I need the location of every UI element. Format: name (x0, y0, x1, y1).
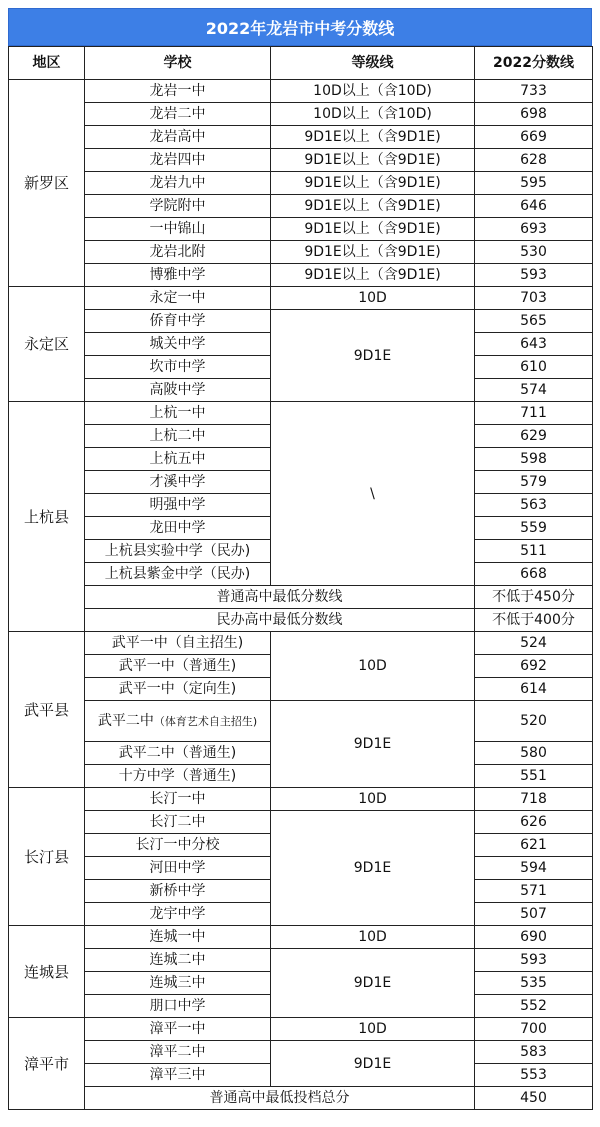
table-row (9, 149, 593, 172)
score-cell: 643 (475, 333, 593, 356)
school-cell: 龙岩二中 (85, 103, 271, 126)
score-cell: 693 (475, 218, 593, 241)
school-main: 武平二中 (97, 712, 154, 729)
table-row (9, 195, 593, 218)
school-cell: 上杭一中 (85, 402, 271, 425)
score-cell: 580 (475, 742, 593, 765)
score-cell: 574 (475, 379, 593, 402)
level-cell: 10D (271, 926, 475, 949)
score-cell: 593 (475, 949, 593, 972)
score-cell: 629 (475, 425, 593, 448)
score-cell: 579 (475, 471, 593, 494)
school-cell: 龙岩高中 (85, 126, 271, 149)
region-cell: 上杭县 (9, 402, 85, 632)
school-cell: 武平一中（普通生) (85, 655, 271, 678)
level-cell: 9D1E以上（含9D1E) (271, 241, 475, 264)
header-level: 等级线 (271, 47, 475, 80)
school-cell: 坎市中学 (85, 356, 271, 379)
table-row (9, 1041, 593, 1064)
score-cell: 718 (475, 788, 593, 811)
score-cell: 703 (475, 287, 593, 310)
school-cell: 龙岩四中 (85, 149, 271, 172)
level-cell: 9D1E (271, 701, 475, 788)
score-cell: 565 (475, 310, 593, 333)
score-cell: 610 (475, 356, 593, 379)
score-cell: 553 (475, 1064, 593, 1087)
level-cell: 9D1E以上（含9D1E) (271, 149, 475, 172)
score-cell: 511 (475, 540, 593, 563)
school-cell: 长汀一中 (85, 788, 271, 811)
school-cell: 武平二中（普通生) (85, 742, 271, 765)
table-row (9, 1087, 593, 1110)
school-cell: 上杭县实验中学（民办) (85, 540, 271, 563)
level-cell: 9D1E以上（含9D1E) (271, 195, 475, 218)
school-cell: 新桥中学 (85, 880, 271, 903)
school-note: （体育艺术自主招生) (153, 714, 258, 728)
school-cell: 博雅中学 (85, 264, 271, 287)
region-cell: 长汀县 (9, 788, 85, 926)
score-cell: 552 (475, 995, 593, 1018)
header-row (9, 47, 593, 80)
table-row (9, 126, 593, 149)
table-row (9, 402, 593, 425)
merged-cell: 普通高中最低投档总分 (85, 1087, 475, 1110)
table-title: 2022年龙岩市中考分数线 (8, 8, 592, 46)
score-cell: 669 (475, 126, 593, 149)
score-cell: 621 (475, 834, 593, 857)
score-cell: 不低于450分 (475, 586, 593, 609)
school-cell: 龙宇中学 (85, 903, 271, 926)
level-cell: 9D1E以上（含9D1E) (271, 172, 475, 195)
school-cell: 武平一中（定向生) (85, 678, 271, 701)
score-cell: 626 (475, 811, 593, 834)
score-cell: 524 (475, 632, 593, 655)
table-row (9, 632, 593, 655)
score-cell: 559 (475, 517, 593, 540)
score-cell: 551 (475, 765, 593, 788)
table-row (9, 103, 593, 126)
table-row (9, 586, 593, 609)
school-cell: 长汀一中分校 (85, 834, 271, 857)
level-cell: 9D1E (271, 1041, 475, 1087)
level-cell: 10D (271, 632, 475, 701)
score-table (8, 46, 593, 1110)
school-cell: 龙田中学 (85, 517, 271, 540)
school-cell: 十方中学（普通生) (85, 765, 271, 788)
level-cell: 10D (271, 788, 475, 811)
level-cell: 9D1E (271, 949, 475, 1018)
level-cell: 10D (271, 287, 475, 310)
table-row (9, 949, 593, 972)
school-cell: 朋口中学 (85, 995, 271, 1018)
school-cell: 龙岩九中 (85, 172, 271, 195)
header-school: 学校 (85, 47, 271, 80)
score-cell: 563 (475, 494, 593, 517)
table-row (9, 310, 593, 333)
score-cell: 692 (475, 655, 593, 678)
region-cell: 连城县 (9, 926, 85, 1018)
score-table-container (8, 8, 592, 1110)
score-cell: 571 (475, 880, 593, 903)
score-cell: 690 (475, 926, 593, 949)
header-region: 地区 (9, 47, 85, 80)
score-cell: 507 (475, 903, 593, 926)
table-row (9, 264, 593, 287)
table-row (9, 926, 593, 949)
table-row (9, 1018, 593, 1041)
level-cell: 10D (271, 1018, 475, 1041)
region-cell: 永定区 (9, 287, 85, 402)
school-cell: 侨育中学 (85, 310, 271, 333)
score-cell: 530 (475, 241, 593, 264)
score-cell: 614 (475, 678, 593, 701)
school-cell: 龙岩一中 (85, 80, 271, 103)
school-cell: 连城二中 (85, 949, 271, 972)
school-cell: 河田中学 (85, 857, 271, 880)
table-row (9, 811, 593, 834)
school-cell: 上杭五中 (85, 448, 271, 471)
school-cell: 漳平三中 (85, 1064, 271, 1087)
school-cell: 连城三中 (85, 972, 271, 995)
school-cell (85, 701, 271, 742)
table-row (9, 701, 593, 742)
school-cell: 长汀二中 (85, 811, 271, 834)
table-row (9, 241, 593, 264)
school-cell: 一中锦山 (85, 218, 271, 241)
school-cell: 武平一中（自主招生) (85, 632, 271, 655)
school-cell: 漳平一中 (85, 1018, 271, 1041)
level-cell: 9D1E (271, 811, 475, 926)
school-cell: 上杭县紫金中学（民办) (85, 563, 271, 586)
table-row (9, 80, 593, 103)
school-cell: 才溪中学 (85, 471, 271, 494)
score-cell: 520 (475, 701, 593, 742)
school-cell: 城关中学 (85, 333, 271, 356)
merged-cell: 民办高中最低分数线 (85, 609, 475, 632)
score-cell: 不低于400分 (475, 609, 593, 632)
score-cell: 628 (475, 149, 593, 172)
school-cell: 学院附中 (85, 195, 271, 218)
score-cell: 668 (475, 563, 593, 586)
score-cell: 583 (475, 1041, 593, 1064)
level-cell: 9D1E以上（含9D1E) (271, 264, 475, 287)
score-cell: 646 (475, 195, 593, 218)
score-cell: 450 (475, 1087, 593, 1110)
school-cell: 漳平二中 (85, 1041, 271, 1064)
header-score: 2022分数线 (475, 47, 593, 80)
region-cell: 武平县 (9, 632, 85, 788)
score-cell: 733 (475, 80, 593, 103)
school-cell: 高陂中学 (85, 379, 271, 402)
school-cell: 上杭二中 (85, 425, 271, 448)
table-row (9, 788, 593, 811)
table-row (9, 609, 593, 632)
level-cell: 10D以上（含10D) (271, 103, 475, 126)
merged-cell: 普通高中最低分数线 (85, 586, 475, 609)
score-cell: 698 (475, 103, 593, 126)
table-row (9, 287, 593, 310)
school-cell: 明强中学 (85, 494, 271, 517)
school-cell: 龙岩北附 (85, 241, 271, 264)
region-cell: 新罗区 (9, 80, 85, 287)
level-cell: 9D1E (271, 310, 475, 402)
table-row (9, 172, 593, 195)
score-cell: 594 (475, 857, 593, 880)
level-cell: 10D以上（含10D) (271, 80, 475, 103)
region-cell: 漳平市 (9, 1018, 85, 1110)
score-cell: 700 (475, 1018, 593, 1041)
school-cell: 永定一中 (85, 287, 271, 310)
score-cell: 711 (475, 402, 593, 425)
school-cell: 连城一中 (85, 926, 271, 949)
score-cell: 535 (475, 972, 593, 995)
level-cell: 9D1E以上（含9D1E) (271, 126, 475, 149)
score-cell: 598 (475, 448, 593, 471)
score-cell: 593 (475, 264, 593, 287)
level-cell: 9D1E以上（含9D1E) (271, 218, 475, 241)
score-cell: 595 (475, 172, 593, 195)
level-cell: \ (271, 402, 475, 586)
table-row (9, 218, 593, 241)
